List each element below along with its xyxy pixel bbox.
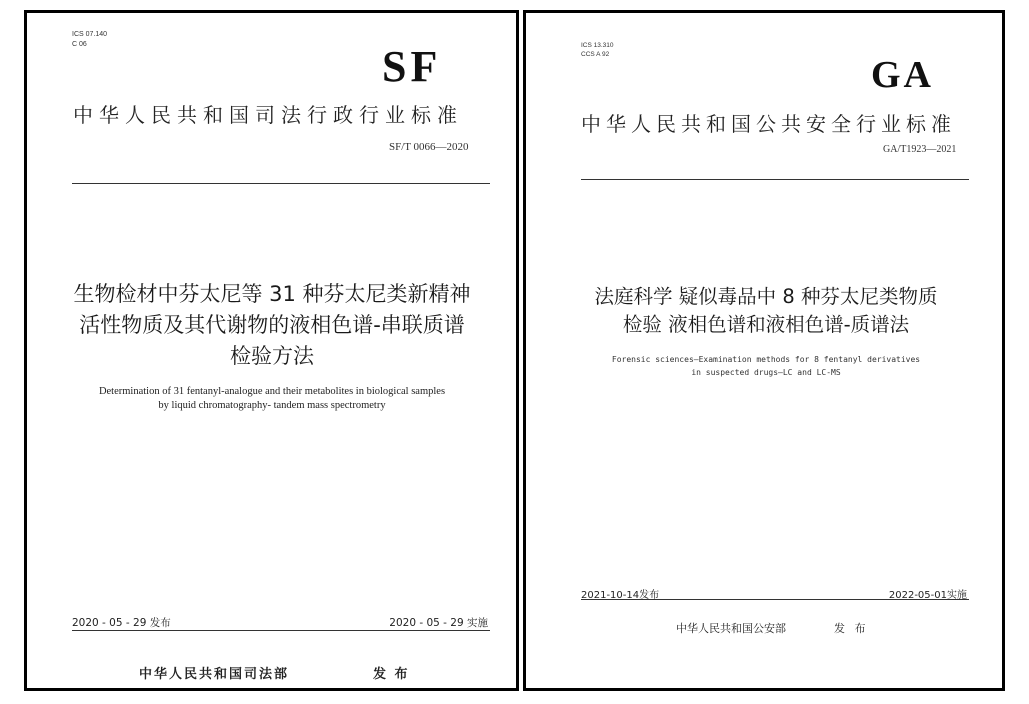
title-en-line-2: by liquid chromatography- tandem mass spectrometry (158, 400, 386, 411)
title-zh-line-1: 生物检材中芬太尼等 31 种芬太尼类新精神 (73, 282, 471, 306)
issuer-name: 中华人民共和国公安部 (676, 622, 786, 635)
title-en (536, 353, 996, 379)
ccs-code: CCS A 92 (581, 51, 610, 58)
title-en (37, 385, 507, 413)
ics-code: ICS 13.310 (581, 42, 614, 49)
title-zh-line-2: 检验 液相色谱和液相色谱-质谱法 (622, 313, 910, 336)
implement-date: 2022-05-01实施 (888, 590, 967, 601)
issuing-authority: 中华人民共和国司法行政行业标准 (73, 103, 463, 127)
implement-date: 2020 - 05 - 29 实施 (389, 617, 488, 629)
publish-date: 2020 - 05 - 29 发布 (72, 617, 171, 629)
footer-divider (581, 599, 969, 600)
ics-code: ICS 07.140 (72, 31, 108, 38)
issue-word: 发 布 (834, 622, 869, 635)
title-en-line-2: in suspected drugs—LC and LC-MS (691, 368, 841, 377)
title-zh (37, 279, 507, 372)
title-zh-line-2: 活性物质及其代谢物的液相色谱-串联质谱 (79, 313, 465, 337)
footer-divider (72, 630, 490, 631)
issuer-name: 中华人民共和国司法部 (139, 667, 290, 682)
title-zh-line-3: 检验方法 (230, 344, 314, 368)
title-en-line-1: Forensic sciences—Examination methods for 8 fentanyl derivatives (611, 355, 921, 364)
header-divider (581, 179, 969, 180)
title-zh (536, 283, 996, 339)
header-divider (72, 183, 490, 184)
issuing-authority: 中华人民共和国公共安全行业标准 (581, 112, 956, 136)
standard-number: GA/T1923—2021 (883, 144, 957, 155)
sf-standard-cover (24, 10, 519, 691)
ccs-code: C 06 (72, 41, 87, 48)
sf-logo: SF (382, 42, 442, 91)
ga-logo: GA (871, 54, 934, 96)
issue-word: 发 布 (373, 667, 410, 682)
publish-date: 2021-10-14发布 (581, 590, 660, 601)
ga-standard-cover (523, 10, 1005, 691)
title-en-line-1: Determination of 31 fentanyl-analogue and their metabolites in biological samples (98, 386, 446, 397)
title-zh-line-1: 法庭科学 疑似毒品中 8 种芬太尼类物质 (594, 285, 938, 308)
standard-number: SF/T 0066—2020 (389, 141, 469, 153)
